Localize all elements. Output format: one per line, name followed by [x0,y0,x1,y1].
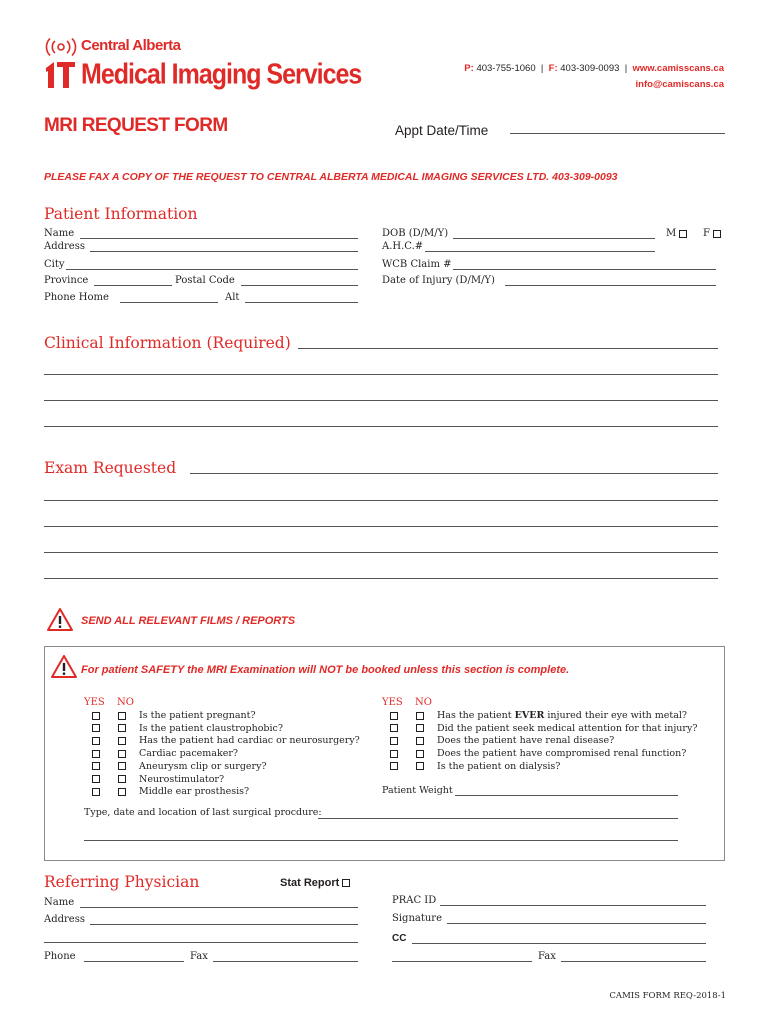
physician-name-label: Name [44,897,75,908]
yes-checkbox[interactable] [92,775,100,783]
patient-info-title: Patient Information [44,205,198,223]
no-checkbox[interactable] [118,775,126,783]
no-checkbox[interactable] [118,712,126,720]
physician-fax-field[interactable] [213,961,358,962]
patient-alt-phone-field[interactable] [245,302,358,303]
signature-field[interactable] [447,923,706,924]
phone-home-label: Phone Home [44,292,109,303]
injury-date-label: Date of Injury (D/M/Y) [382,275,495,286]
no-checkbox[interactable] [416,762,424,770]
name-label: Name [44,228,75,239]
yes-checkbox[interactable] [92,724,100,732]
question-row: Neurostimulator? [92,774,360,787]
signature-label: Signature [392,913,443,924]
clinical-line-3[interactable] [44,400,718,401]
alt-phone-label: Alt [225,292,240,303]
no-checkbox[interactable] [416,724,424,732]
no-checkbox[interactable] [416,737,424,745]
yes-checkbox[interactable] [92,737,100,745]
yes-header-left: YES [84,697,105,708]
yes-checkbox[interactable] [92,788,100,796]
question-row: Has the patient had cardiac or neurosurgery? [92,735,360,748]
patient-city-field[interactable] [66,269,358,270]
yes-checkbox[interactable] [390,762,398,770]
prac-id-label: PRAC ID [392,895,437,906]
camis-mark-icon [44,58,76,90]
patient-phone-home-field[interactable] [120,302,218,303]
brand-main: Medical Imaging Services [81,58,362,91]
clinical-line-1[interactable] [298,348,718,349]
contact-line: P: 403-755-1060 | F: 403-309-0093 | www.camisscans.ca [464,63,724,74]
physician-phone-field[interactable] [84,961,184,962]
no-checkbox[interactable] [416,750,424,758]
male-checkbox[interactable] [679,230,687,238]
patient-address-field[interactable] [90,251,358,252]
fax-number: 403-309-0093 [560,63,620,74]
city-label: City [44,259,65,270]
patient-injury-date-field[interactable] [505,285,716,286]
appt-label: Appt Date/Time [395,123,489,138]
question-row: Has the patient EVER injured their eye with metal? [390,710,697,723]
question-row: Did the patient seek medical attention for that injury? [390,723,697,736]
physician-address-field-2[interactable] [44,942,358,943]
fax-notice: PLEASE FAX A COPY OF THE REQUEST TO CENTRAL ALBERTA MEDICAL IMAGING SERVICES LTD. 403-309-0093 [44,171,618,183]
warning-icon [50,654,78,679]
no-checkbox[interactable] [118,750,126,758]
exam-line-2[interactable] [44,500,718,501]
clinical-line-2[interactable] [44,374,718,375]
stat-report: Stat Report [280,877,350,889]
question-row: Is the patient claustrophobic? [92,723,360,736]
wcb-label: WCB Claim # [382,259,452,270]
clinical-info-title: Clinical Information (Required) [44,334,291,352]
exam-line-4[interactable] [44,552,718,553]
signal-waves-icon [44,38,78,56]
physician-address-field[interactable] [90,924,358,925]
no-checkbox[interactable] [118,724,126,732]
yes-checkbox[interactable] [92,762,100,770]
form-title: MRI REQUEST FORM [44,115,228,136]
yes-checkbox[interactable] [390,750,398,758]
no-checkbox[interactable] [118,737,126,745]
prac-id-field[interactable] [440,905,706,906]
left-questions [92,710,360,799]
yes-checkbox[interactable] [92,750,100,758]
exam-line-3[interactable] [44,526,718,527]
patient-name-field[interactable] [80,238,358,239]
warning-icon [46,607,74,632]
cc-name-field[interactable] [392,961,532,962]
patient-postal-code-field[interactable] [241,285,358,286]
logo [44,36,362,96]
no-checkbox[interactable] [118,788,126,796]
question-row: Cardiac pacemaker? [92,748,360,761]
cc-fax-label: Fax [538,951,556,962]
postal-code-label: Postal Code [175,275,235,286]
question-row: Middle ear prosthesis? [92,786,360,799]
physician-address-label: Address [44,914,85,925]
ahc-label: A.H.C.# [382,241,424,252]
yes-checkbox[interactable] [92,712,100,720]
question-row: Is the patient pregnant? [92,710,360,723]
patient-province-field[interactable] [94,285,172,286]
last-surgical-field[interactable] [318,818,678,819]
address-label: Address [44,241,85,252]
female-checkbox[interactable] [713,230,721,238]
email-link[interactable]: info@camiscans.ca [635,79,724,90]
question-row: Does the patient have renal disease? [390,735,697,748]
physician-fax-label: Fax [190,951,208,962]
yes-checkbox[interactable] [390,712,398,720]
clinical-line-4[interactable] [44,426,718,427]
exam-requested-title: Exam Requested [44,459,177,477]
sex-female: F [703,228,721,239]
cc-fax-field[interactable] [561,961,706,962]
dob-label: DOB (D/M/Y) [382,228,449,239]
form-id: CAMIS FORM REQ-2018-1 [609,991,726,1001]
province-label: Province [44,275,89,286]
brand-top: Central Alberta [81,37,181,54]
right-questions [390,710,697,774]
referring-physician-title: Referring Physician [44,873,200,891]
website-link[interactable]: www.camisscans.ca [632,63,724,74]
appt-field[interactable] [510,133,725,134]
patient-weight-field[interactable] [455,795,678,796]
cc-label: CC [392,933,407,944]
films-notice: SEND ALL RELEVANT FILMS / REPORTS [81,615,296,627]
yes-header-right: YES [382,697,403,708]
question-row: Is the patient on dialysis? [390,761,697,774]
no-header-right: NO [415,697,432,708]
last-surgical-field-2[interactable] [84,840,678,841]
sex-male: M [666,228,687,239]
exam-line-5[interactable] [44,578,718,579]
question-row: Does the patient have compromised renal function? [390,748,697,761]
question-row: Aneurysm clip or surgery? [92,761,360,774]
patient-ahc-field[interactable] [425,251,655,252]
physician-name-field[interactable] [80,907,358,908]
patient-dob-field[interactable] [453,238,655,239]
last-surgical-label: Type, date and location of last surgical procdure: [84,807,322,818]
no-checkbox[interactable] [416,712,424,720]
yes-checkbox[interactable] [390,737,398,745]
cc-field[interactable] [412,943,706,944]
stat-report-checkbox[interactable] [342,879,350,887]
no-header-left: NO [117,697,134,708]
no-checkbox[interactable] [118,762,126,770]
phone-number: 403-755-1060 [476,63,536,74]
patient-wcb-field[interactable] [453,269,716,270]
patient-weight-label: Patient Weight [382,785,453,796]
yes-checkbox[interactable] [390,724,398,732]
exam-line-1[interactable] [190,473,718,474]
physician-phone-label: Phone [44,951,76,962]
safety-notice: For patient SAFETY the MRI Examination will NOT be booked unless this section is complete. [81,664,570,676]
